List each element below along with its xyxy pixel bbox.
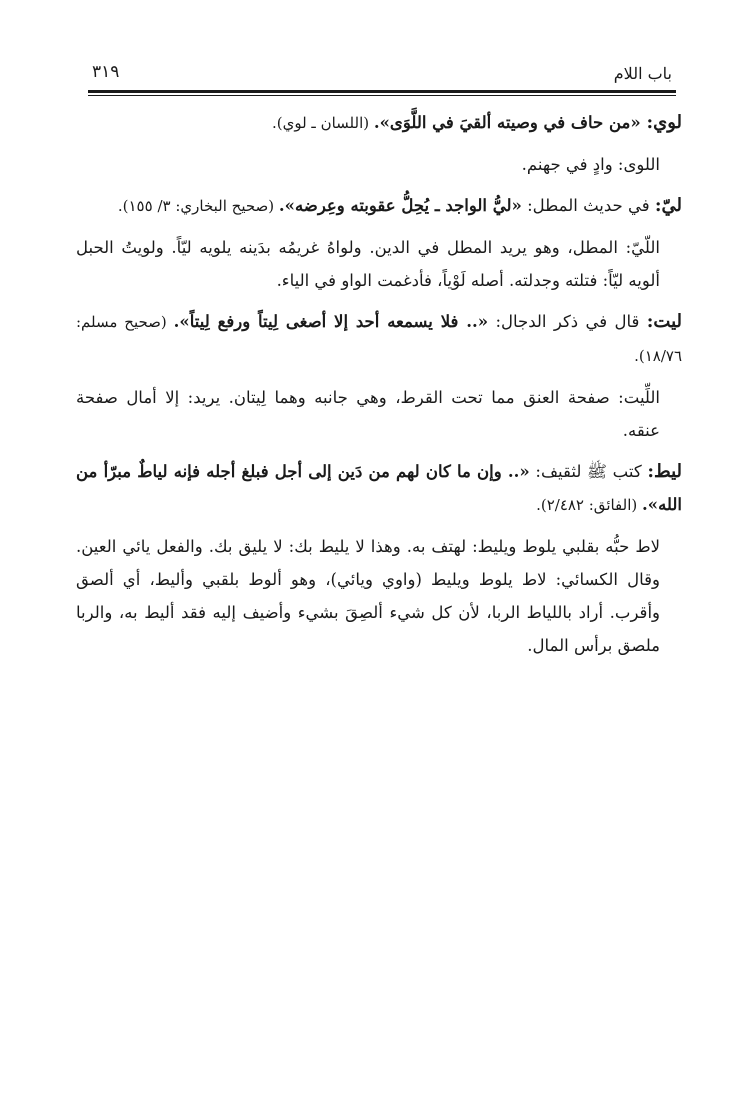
entry-reference: (صحيح البخاري: ٣/ ١٥٥). [117,197,279,215]
explanation-text: اللّيّ: المطل، وهو يريد المطل في الدين. ولواهُ غريمُه بدَينه يلويه ليّاً. ولويتُ الحبل ألويه ليّاً: فتلته وجدلته. أصله لَوْياً، فأدغمت الواو في الياء. [76,238,660,290]
entry-headword: ليط: [647,461,683,482]
entry-quote: «من حاف في وصيته ألقيَ في اللَّوَى». [373,113,647,132]
entry-explanation [76,231,682,297]
entry-layy [76,189,682,223]
entry-reference: (صحيح مسلم: ١٨/٧٦). [76,313,682,365]
entry-headword: لوي: [646,112,682,133]
entry-explanation [76,148,682,181]
entry-layt [76,305,682,373]
entry-lwy [76,106,682,140]
page-header [88,60,676,88]
explanation-text: اللوى: وادٍ في جهنم. [521,155,660,174]
entry-explanation [76,530,682,662]
entry-headword: ليت: [646,311,682,332]
explanation-text: لاط حبُّه بقلبي يلوط ويليط: لهتف به. وهذا لا يليط بك: لا يليق بك. والفعل يائي العين. وقال الكسائي: لاط يلوط ويليط (واوي ويائي)، وهو ألوط بلقبي وأليط، أي ألصق وأقرب. أراد باللياط الربا، لأن كل شيء ألصِقَ بشيء وأضيف إليه فقد أليط به، والربا ملصق برأس المال. [76,537,660,655]
header-rule-thick [88,90,676,93]
entry-explanation [76,381,682,447]
explanation-text: اللِّيت: صفحة العنق مما تحت القرط، وهي جانبه وهما لِيتان. يريد: إلا أمال صفحة عنقه. [76,388,660,440]
entry-quote: «.. وإن ما كان لهم من دَين إلى أجل فبلغ أجله فإنه لياطٌ مبرّأ من الله». [76,462,682,514]
page-number: ٣١٩ [92,62,120,82]
entry-intro: كتب ﷺ لثقيف: [529,462,648,481]
entry-headword: ليّ: [654,195,682,216]
page-body [76,106,682,670]
entry-layt-2 [76,455,682,522]
running-title: باب اللام [613,64,672,83]
entry-reference: (اللسان ـ لوي). [271,114,374,132]
entry-quote: «ليُّ الواجد ـ يُحِلُّ عقوبته وعِرضه». [278,196,522,215]
header-rule-thin [88,95,676,96]
entry-intro: في حديث المطل: [521,196,655,215]
entry-reference: (الفائق: ٢/٤٨٢). [536,496,643,514]
entry-quote: «.. فلا يسمعه أحد إلا أصغى لِيتاً ورفع لِيتاً». [173,312,489,331]
entry-intro: قال في ذكر الدجال: [488,312,647,331]
